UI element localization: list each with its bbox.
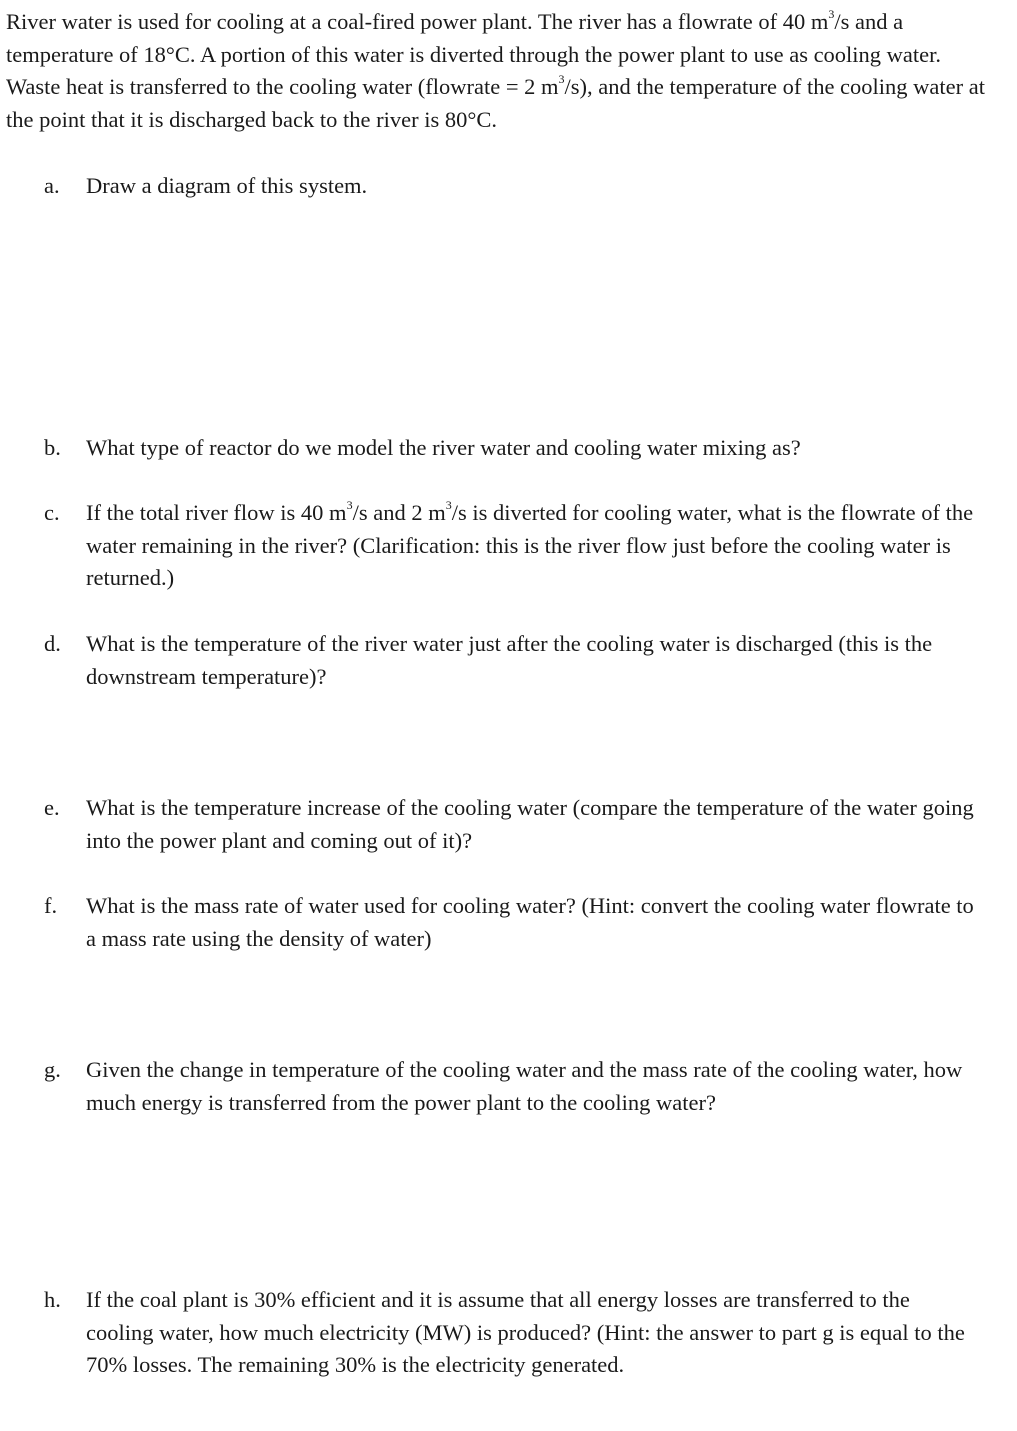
question-text: Given the change in temperature of the cooling water and the mass rate of the cooling water, how much energy is transferred from the power plant to the cooling water? xyxy=(86,1057,963,1115)
problem-statement xyxy=(6,6,986,136)
intro-text-1: River water is used for cooling at a coal-fired power plant. The river has a flowrate of 40 m xyxy=(6,9,829,34)
question-letter: e. xyxy=(44,795,60,820)
question-text: What is the temperature of the river water just after the cooling water is discharged (this is the downstream temperature)? xyxy=(86,631,933,689)
intro-text-3: /s), and the temperature of the cooling water at the point that it is discharged back to the river is 80°C. xyxy=(6,74,986,132)
question-c-superscript-2: 3 xyxy=(445,497,452,512)
question-c-text-2: /s and 2 m xyxy=(352,500,446,525)
question-c-text-1: If the total river flow is 40 m xyxy=(86,500,347,525)
question-letter: f. xyxy=(44,893,58,918)
question-letter: c. xyxy=(44,500,60,525)
question-text: What is the temperature increase of the cooling water (compare the temperature of the water going into the power plant and coming out of it)? xyxy=(86,795,974,853)
question-letter: g. xyxy=(44,1057,61,1082)
question-text: Draw a diagram of this system. xyxy=(86,173,368,198)
intro-superscript-1: 3 xyxy=(828,6,835,21)
question-letter: a. xyxy=(44,173,60,198)
question-c-text-3: /s is diverted for cooling water, what is the flowrate of the water remaining in the river? (Clarification: this is the river flow just before the cooling water is returned.) xyxy=(86,500,974,591)
intro-superscript-2: 3 xyxy=(558,71,565,86)
question-text: What is the mass rate of water used for cooling water? (Hint: convert the cooling water flowrate to a mass rate using the density of water) xyxy=(86,893,974,951)
question-letter: d. xyxy=(44,631,61,656)
question-letter: b. xyxy=(44,435,61,460)
intro-text-2: /s and a temperature of 18°C. A portion of this water is diverted through the power plant to use as cooling water. Waste heat is transferred to the cooling water (flowrate = 2 m xyxy=(6,9,942,100)
question-text xyxy=(86,497,981,595)
question-letter: h. xyxy=(44,1287,61,1312)
question-text: If the coal plant is 30% efficient and it is assume that all energy losses are transferred to the cooling water, how much electricity (MW) is produced? (Hint: the answer to part g is equal to the 70% losses. The remaining 30% is the electricity generated. xyxy=(86,1287,965,1378)
question-c-superscript-1: 3 xyxy=(346,497,353,512)
question-text: What type of reactor do we model the river water and cooling water mixing as? xyxy=(86,435,801,460)
